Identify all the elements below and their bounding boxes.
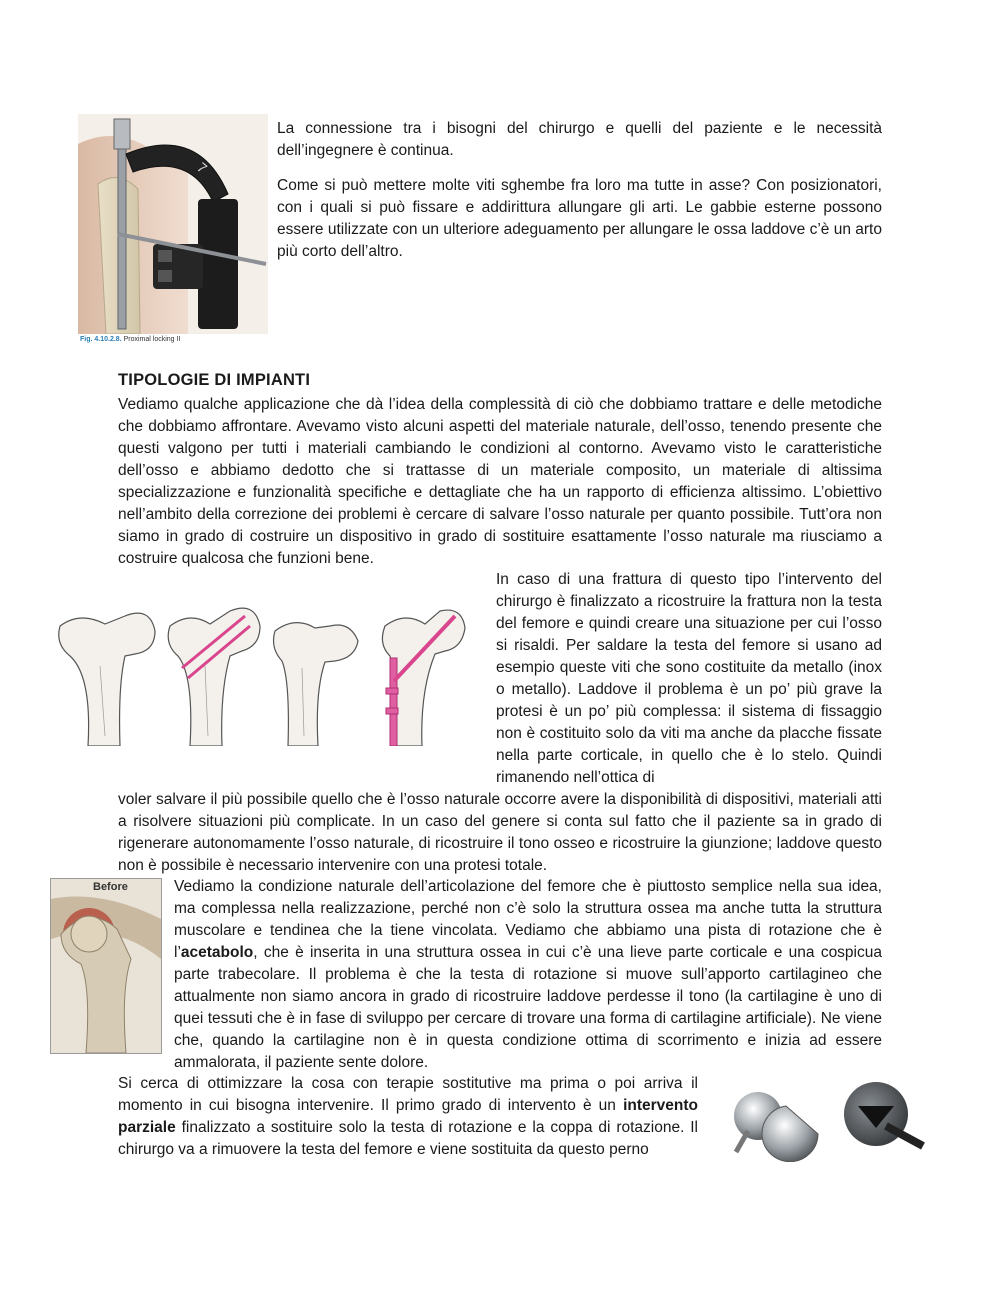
hip-joint-text-b: , che è inserita in una struttura ossea in cui c’è una lieve parte corticale e una cospicua parte trabecolare. Il problema è che la testa di rotazione si muove sull’apporto cartilagineo che attualmente non siamo ancora in grado di ricostruire laddove perdesse il tono (la cartilagine è uno di quei tessuti che è in fase di sviluppo per cercare di trovare una forma di cartilagine artificiale). Ne viene che, quando la cartilagine non è in questa condizione ottima di scorrimento e inizia ad essere ammalorata, il paziente sente dolore. bbox=[174, 944, 882, 1071]
partial-intervention-text-b: finalizzato a sostituire solo la testa di rotazione e la coppa di rotazione. Il chirurgo va a rimuovere la testa del femore e viene sostituita da questo perno bbox=[118, 1119, 698, 1158]
figure-caption bbox=[80, 336, 180, 343]
partial-intervention-text-a: Si cerca di ottimizzare la cosa con terapie sostitutive ma prima o poi arriva il momento in cui bisogna intervenire. Il primo grado di intervento è un bbox=[118, 1075, 698, 1114]
fixator-device-figure bbox=[78, 114, 268, 334]
figure-caption-text: Proximal locking II bbox=[123, 336, 181, 343]
hip-joint-text-a: Vediamo la condizione naturale dell’articolazione del femore che è piuttosto semplice nella sua idea, ma complessa nella realizzazione, perché non c’è solo la struttura ossea ma anche tutta la struttura muscolare e tendinea che la tiene vincolata. Vediamo che abbiamo una pista di rotazione che è l’ bbox=[174, 878, 882, 961]
paragraph-partial-intervention bbox=[118, 1073, 698, 1161]
femur-fracture-figure bbox=[50, 596, 470, 746]
fixator-device-photo bbox=[78, 114, 268, 334]
femur-fixation-illustration bbox=[50, 596, 470, 746]
before-label: Before bbox=[93, 881, 128, 893]
paragraph-positioners: Come si può mettere molte viti sghembe fra loro ma tutte in asse? Con posizionatori, con i quali si può fissare e addirittura allungare gli arti. Le gabbie esterne possono essere utilizzate con un ulteriore adeguamento per allungare le ossa laddove c’è un arto più corto dell’altro. bbox=[277, 177, 882, 260]
paragraph-connection: La connessione tra i bisogni del chirurgo e quelli del paziente e le necessità dell’ingegnere è continua. bbox=[277, 120, 882, 159]
section-heading: TIPOLOGIE DI IMPIANTI bbox=[118, 371, 311, 389]
figure-caption-number: Fig. 4.10.2.8. bbox=[80, 336, 122, 343]
partial-intervention-term: intervento parziale bbox=[118, 1097, 698, 1136]
paragraph-hip-joint bbox=[174, 876, 882, 1074]
svg-text:7: 7 bbox=[194, 159, 211, 177]
acetabolo-term: acetabolo bbox=[180, 944, 254, 961]
hip-joint-illustration bbox=[51, 879, 161, 1053]
intro-text-block bbox=[277, 118, 882, 263]
prosthesis-components-photo bbox=[718, 1076, 930, 1162]
paragraph-applications: Vediamo qualche applicazione che dà l’idea della complessità di ciò che dobbiamo trattare e delle metodiche che dobbiamo affrontare. Avevamo visto alcuni aspetti del materiale naturale, dell’osso, tenendo presente che questi valgono per tutti i materiali cambiando le condizioni al contorno. Avevamo visto le caratteristiche dell’osso e abbiamo dedotto che si trattasse di un materiale composito, un materiale di altissima specializzazione e funzionalità specifiche e dettagliate che ha un rapporto di efficienza altissimo. L’obiettivo nell’ambito della correzione dei problemi è cercare di salvare l’osso naturale per quanto possibile. Tutt’ora non siamo in grado di costruire un dispositivo in grado di sostituire esattamente l’osso naturale ma riusciamo a costruire qualcosa che funzioni bene. bbox=[118, 396, 882, 567]
implant-components-figure bbox=[718, 1076, 930, 1162]
paragraph-fracture: In caso di una frattura di questo tipo l’intervento del chirurgo è finalizzato a ricostruire la frattura non la testa del femore e quindi creare una situazione per cui l’osso si risaldi. Per saldare la testa del femore si usano ad esempio queste viti che sono costituite da metallo (inox o metallo). Laddove il problema è un po’ più grave la protesi è un po’ più complessa: il sistema di fissaggio non è costituito solo da viti ma anche da placche fissate nella parte corticale, in quello che è lo stelo. Quindi rimanendo nell’ottica di bbox=[496, 571, 882, 786]
hip-joint-figure bbox=[50, 878, 162, 1054]
paragraph-natural-bone: voler salvare il più possibile quello che è l’osso naturale occorre avere la disponibilità di dispositivi, materiali atti a risolvere situazioni più complicate. In un caso del genere si conta sul fatto che il paziente sa in grado di rigenerare autonomamente l’osso naturale, di ricostruire il tono osseo e ricostruire la giunzione; laddove questo non è possibile è necessario intervenire con una protesi totale. bbox=[118, 791, 882, 874]
